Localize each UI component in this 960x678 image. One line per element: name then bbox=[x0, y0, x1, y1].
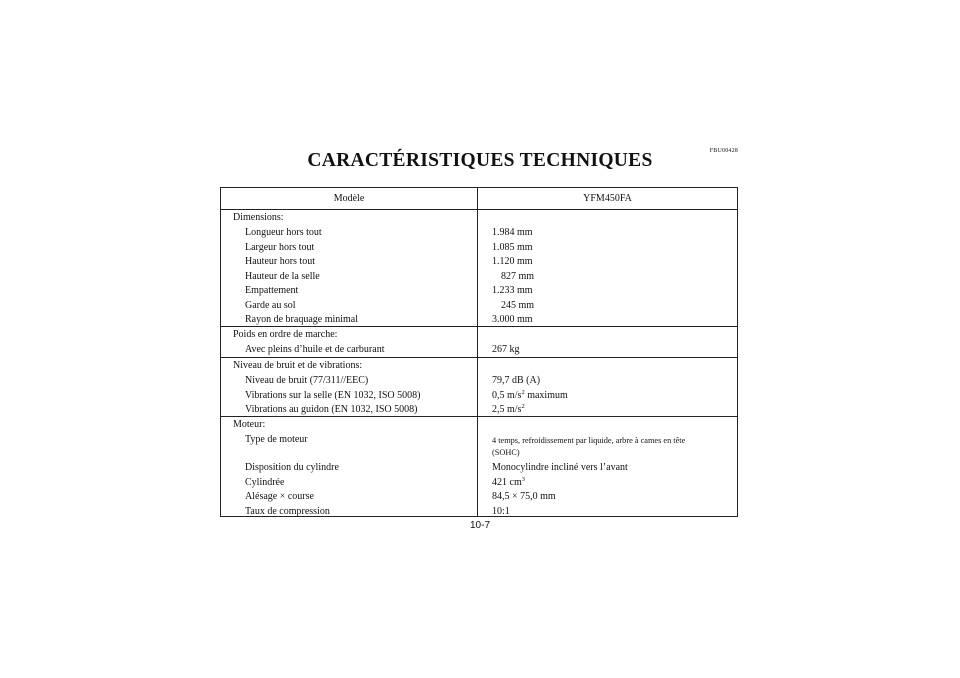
spec-label-turning-radius: Rayon de braquage minimal bbox=[245, 314, 359, 325]
spec-label-seat-vibration: Vibrations sur la selle (EN 1032, ISO 5008) bbox=[245, 389, 421, 401]
table-header-row bbox=[221, 188, 737, 210]
spec-value-wheelbase: 1.233 mm bbox=[492, 285, 533, 296]
spec-label-noise-level: Niveau de bruit (77/311//EEC) bbox=[245, 375, 369, 386]
spec-label-compression-ratio: Taux de compression bbox=[245, 505, 330, 517]
spec-value-overall-length: 1.984 mm bbox=[492, 227, 533, 238]
spec-value-wet-weight: 267 kg bbox=[492, 344, 520, 355]
spec-label-engine-type: Type de moteur bbox=[245, 434, 308, 445]
document-code: FBU00428 bbox=[709, 148, 738, 154]
section-engine bbox=[221, 417, 737, 516]
section-label-weight: Poids en ordre de marche: bbox=[233, 329, 338, 340]
section-dimensions bbox=[221, 210, 737, 327]
spec-value-overall-width: 1.085 mm bbox=[492, 241, 533, 253]
spec-label-displacement: Cylindrée bbox=[245, 476, 285, 488]
spec-value-seat-height: 827 mm bbox=[501, 270, 535, 282]
spec-value-noise-level: 79,7 dB (A) bbox=[492, 375, 541, 386]
section-label-noise-vibration: Niveau de bruit et de vibrations: bbox=[233, 360, 363, 371]
spec-value-turning-radius: 3.000 mm bbox=[492, 314, 533, 325]
spec-value-overall-height: 1.120 mm bbox=[492, 256, 533, 267]
spec-label-wheelbase: Empattement bbox=[245, 285, 299, 296]
spec-value-compression-ratio: 10:1 bbox=[492, 505, 510, 517]
spec-value-seat-vibration: 0,5 $m/s^2$ maximum bbox=[492, 388, 568, 401]
header-model-label: Modèle bbox=[333, 193, 365, 204]
spec-label-overall-height: Hauteur hors tout bbox=[245, 256, 315, 267]
spec-label-seat-height: Hauteur de la selle bbox=[245, 270, 320, 282]
spec-label-handlebar-vibration: Vibrations au guidon (EN 1032, ISO 5008) bbox=[245, 404, 418, 415]
section-label-dimensions: Dimensions: bbox=[233, 212, 284, 223]
section-weight bbox=[221, 327, 737, 358]
spec-value-cylinder-arrangement: Monocylindre incliné vers l’avant bbox=[492, 462, 628, 473]
header-model-value: YFM450FA bbox=[583, 193, 632, 204]
spec-label-wet-weight: Avec pleins d’huile et de carburant bbox=[245, 344, 385, 355]
page-title: CARACTÉRISTIQUES TECHNIQUES bbox=[307, 150, 653, 171]
spec-label-ground-clearance: Garde au sol bbox=[245, 299, 296, 311]
spec-label-overall-length: Longueur hors tout bbox=[245, 227, 322, 238]
spec-value-bore-stroke: 84,5 × 75,0 mm bbox=[492, 491, 556, 502]
spec-value-engine-type-line2: (SOHC) bbox=[492, 448, 520, 457]
section-noise-vibration bbox=[221, 358, 737, 417]
spec-value-engine-type-line1: 4 temps, refroidissement par liquide, arbre à cames en tête bbox=[492, 436, 686, 445]
spec-value-handlebar-vibration: 2,5 $m/s^2$ bbox=[492, 403, 525, 415]
spec-value-displacement: 421 $cm^3$ bbox=[492, 475, 525, 488]
spec-label-bore-stroke: Alésage × course bbox=[245, 491, 314, 502]
specifications-table bbox=[220, 187, 738, 517]
page-number: 10-7 bbox=[469, 520, 490, 531]
spec-label-cylinder-arrangement: Disposition du cylindre bbox=[245, 462, 339, 473]
spec-value-ground-clearance: 245 mm bbox=[501, 299, 535, 311]
spec-label-overall-width: Largeur hors tout bbox=[245, 241, 315, 253]
section-label-engine: Moteur: bbox=[233, 419, 266, 430]
